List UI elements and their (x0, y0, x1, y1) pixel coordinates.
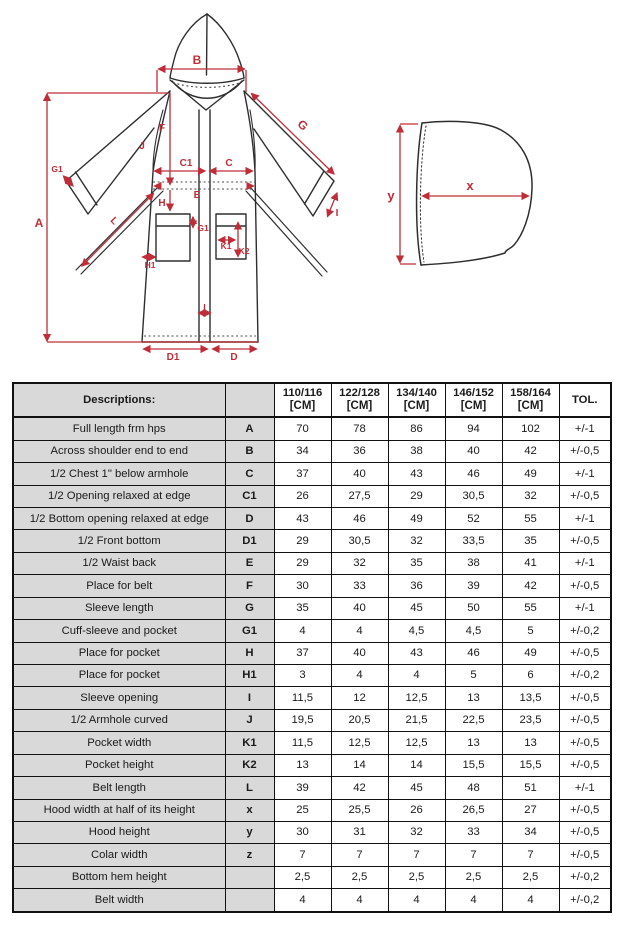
value-134-140: 7 (388, 844, 445, 866)
table-row (13, 777, 611, 799)
value-134-140: 86 (388, 417, 445, 440)
value-122-128: 42 (331, 777, 388, 799)
value-134-140: 12,5 (388, 732, 445, 754)
value-158-164: 2,5 (502, 866, 559, 888)
value-158-164: 34 (502, 821, 559, 843)
measurement-description: Pocket width (13, 732, 225, 754)
dim-label-C: C (225, 158, 233, 169)
measurement-letter: G (225, 597, 274, 619)
dim-label-J: J (139, 141, 145, 152)
value-146-152: 40 (445, 440, 502, 462)
value-146-152: 13 (445, 687, 502, 709)
measurement-letter (225, 889, 274, 912)
measurement-letter: F (225, 575, 274, 597)
dim-label-H: H (158, 198, 166, 209)
value-110-116: 4 (274, 889, 331, 912)
value-146-152: 15,5 (445, 754, 502, 776)
value-110-116: 37 (274, 642, 331, 664)
measurement-letter: x (225, 799, 274, 821)
tolerance-value: +/-1 (559, 777, 611, 799)
hood-outline-icon (417, 121, 532, 265)
dim-label-F: F (158, 123, 166, 134)
value-122-128: 31 (331, 821, 388, 843)
measurement-letter: C (225, 463, 274, 485)
value-134-140: 21,5 (388, 709, 445, 731)
value-134-140: 35 (388, 552, 445, 574)
tolerance-value: +/-1 (559, 417, 611, 440)
size-unit: [CM] (460, 399, 487, 412)
tolerance-value: +/-0,5 (559, 844, 611, 866)
value-146-152: 50 (445, 597, 502, 619)
value-134-140: 29 (388, 485, 445, 507)
value-122-128: 46 (331, 508, 388, 530)
value-122-128: 40 (331, 463, 388, 485)
table-row (13, 754, 611, 776)
measurement-letter: I (225, 687, 274, 709)
value-110-116: 11,5 (274, 687, 331, 709)
value-110-116: 26 (274, 485, 331, 507)
table-row (13, 620, 611, 642)
value-110-116: 3 (274, 664, 331, 686)
value-122-128: 12,5 (331, 732, 388, 754)
table-row (13, 440, 611, 462)
tolerance-value: +/-1 (559, 463, 611, 485)
size-column-header-4 (445, 383, 502, 417)
value-134-140: 4 (388, 664, 445, 686)
table-row (13, 821, 611, 843)
value-134-140: 14 (388, 754, 445, 776)
value-146-152: 48 (445, 777, 502, 799)
value-122-128: 7 (331, 844, 388, 866)
tolerance-value: +/-0,2 (559, 889, 611, 912)
table-row (13, 530, 611, 552)
measurement-description: 1/2 Bottom opening relaxed at edge (13, 508, 225, 530)
measurement-letter: D (225, 508, 274, 530)
value-158-164: 55 (502, 508, 559, 530)
measurement-description: 1/2 Chest 1" below armhole (13, 463, 225, 485)
value-146-152: 33 (445, 821, 502, 843)
value-146-152: 52 (445, 508, 502, 530)
value-110-116: 4 (274, 620, 331, 642)
dim-label-E: E (193, 190, 201, 201)
value-146-152: 39 (445, 575, 502, 597)
measurement-letter: A (225, 417, 274, 440)
size-label: 158/164 (510, 387, 551, 400)
table-row (13, 597, 611, 619)
size-table-header (13, 383, 611, 417)
value-122-128: 2,5 (331, 866, 388, 888)
descriptions-header: Descriptions: (13, 383, 225, 417)
value-110-116: 29 (274, 552, 331, 574)
value-134-140: 4 (388, 889, 445, 912)
value-134-140: 45 (388, 597, 445, 619)
table-row (13, 799, 611, 821)
size-label: 122/128 (339, 387, 380, 400)
size-label: 134/140 (396, 387, 437, 400)
tolerance-value: +/-0,2 (559, 620, 611, 642)
measurement-letter (225, 866, 274, 888)
table-row (13, 889, 611, 912)
dim-label-A: A (34, 216, 44, 230)
value-146-152: 2,5 (445, 866, 502, 888)
measurement-description: Sleeve opening (13, 687, 225, 709)
table-row (13, 664, 611, 686)
value-158-164: 42 (502, 575, 559, 597)
header-row (13, 383, 611, 417)
size-unit: [CM] (403, 399, 430, 412)
dim-label-G1-pocket: G1 (197, 223, 209, 233)
measurement-description: Place for pocket (13, 664, 225, 686)
value-134-140: 43 (388, 463, 445, 485)
size-table (12, 382, 612, 913)
measurement-letter: C1 (225, 485, 274, 507)
size-label: 146/152 (453, 387, 494, 400)
value-146-152: 5 (445, 664, 502, 686)
tolerance-value: +/-0,5 (559, 799, 611, 821)
measurement-description: Bottom hem height (13, 866, 225, 888)
value-146-152: 13 (445, 732, 502, 754)
value-110-116: 7 (274, 844, 331, 866)
value-134-140: 26 (388, 799, 445, 821)
size-column-header-3 (388, 383, 445, 417)
measurement-letter: H (225, 642, 274, 664)
measurement-letter: E (225, 552, 274, 574)
measurement-letter: J (225, 709, 274, 731)
tolerance-value: +/-0,5 (559, 530, 611, 552)
tolerance-value: +/-0,5 (559, 687, 611, 709)
value-146-152: 30,5 (445, 485, 502, 507)
value-122-128: 36 (331, 440, 388, 462)
dim-label-G1-cuff: G1 (51, 164, 63, 174)
value-158-164: 35 (502, 530, 559, 552)
measurement-description: Full length frm hps (13, 417, 225, 440)
table-row (13, 732, 611, 754)
measurement-description: 1/2 Front bottom (13, 530, 225, 552)
measurement-description: 1/2 Waist back (13, 552, 225, 574)
value-122-128: 25,5 (331, 799, 388, 821)
tolerance-value: +/-1 (559, 552, 611, 574)
value-158-164: 41 (502, 552, 559, 574)
size-table-section (12, 382, 610, 913)
dim-label-K2: K2 (238, 246, 250, 256)
tolerance-value: +/-0,5 (559, 821, 611, 843)
dim-label-L: L (107, 215, 120, 228)
value-110-116: 37 (274, 463, 331, 485)
dim-label-hood-y: y (387, 188, 395, 203)
value-110-116: 34 (274, 440, 331, 462)
value-122-128: 78 (331, 417, 388, 440)
value-110-116: 39 (274, 777, 331, 799)
value-158-164: 13 (502, 732, 559, 754)
measurement-diagram (0, 0, 620, 380)
value-110-116: 11,5 (274, 732, 331, 754)
measurement-letter: G1 (225, 620, 274, 642)
measurement-description: Hood width at half of its height (13, 799, 225, 821)
value-146-152: 22,5 (445, 709, 502, 731)
dim-label-D1: D1 (166, 352, 180, 363)
size-unit: [CM] (517, 399, 544, 412)
tolerance-value: +/-0,2 (559, 866, 611, 888)
value-158-164: 55 (502, 597, 559, 619)
measurement-letter: B (225, 440, 274, 462)
value-146-152: 38 (445, 552, 502, 574)
tolerance-value: +/-0,5 (559, 440, 611, 462)
table-row (13, 463, 611, 485)
measurement-letter: H1 (225, 664, 274, 686)
value-110-116: 30 (274, 575, 331, 597)
value-134-140: 43 (388, 642, 445, 664)
value-110-116: 29 (274, 530, 331, 552)
measurement-description: 1/2 Armhole curved (13, 709, 225, 731)
letter-header (225, 383, 274, 417)
value-110-116: 25 (274, 799, 331, 821)
table-row (13, 844, 611, 866)
measurement-description: Place for belt (13, 575, 225, 597)
dim-label-K1: K1 (220, 241, 232, 251)
table-row (13, 485, 611, 507)
tolerance-value: +/-0,5 (559, 709, 611, 731)
value-122-128: 40 (331, 642, 388, 664)
value-158-164: 49 (502, 642, 559, 664)
value-158-164: 15,5 (502, 754, 559, 776)
table-row (13, 552, 611, 574)
measurement-description: Sleeve length (13, 597, 225, 619)
value-146-152: 46 (445, 642, 502, 664)
table-row (13, 687, 611, 709)
measurement-letter: y (225, 821, 274, 843)
value-134-140: 12,5 (388, 687, 445, 709)
table-row (13, 417, 611, 440)
value-134-140: 32 (388, 821, 445, 843)
value-122-128: 12 (331, 687, 388, 709)
measurement-letter: z (225, 844, 274, 866)
value-134-140: 38 (388, 440, 445, 462)
size-table-body (13, 417, 611, 912)
value-158-164: 7 (502, 844, 559, 866)
measurement-description: Belt width (13, 889, 225, 912)
value-146-152: 94 (445, 417, 502, 440)
dim-label-H1: H1 (144, 260, 156, 270)
value-158-164: 32 (502, 485, 559, 507)
value-122-128: 14 (331, 754, 388, 776)
value-122-128: 4 (331, 889, 388, 912)
size-column-header-2 (331, 383, 388, 417)
value-122-128: 20,5 (331, 709, 388, 731)
tolerance-value: +/-0,2 (559, 664, 611, 686)
tolerance-value: +/-0,5 (559, 575, 611, 597)
size-unit: [CM] (289, 399, 316, 412)
value-146-152: 33,5 (445, 530, 502, 552)
size-column-header-1 (274, 383, 331, 417)
measurement-description: Belt length (13, 777, 225, 799)
tolerance-value: +/-0,5 (559, 732, 611, 754)
size-label: 110/116 (282, 387, 323, 400)
value-158-164: 13,5 (502, 687, 559, 709)
value-134-140: 2,5 (388, 866, 445, 888)
robe-measurement-drawing (0, 0, 620, 378)
table-row (13, 642, 611, 664)
value-110-116: 35 (274, 597, 331, 619)
value-110-116: 70 (274, 417, 331, 440)
measurement-description: 1/2 Opening relaxed at edge (13, 485, 225, 507)
tolerance-value: +/-0,5 (559, 642, 611, 664)
value-110-116: 19,5 (274, 709, 331, 731)
value-110-116: 43 (274, 508, 331, 530)
measurement-description: Place for pocket (13, 642, 225, 664)
value-158-164: 6 (502, 664, 559, 686)
value-146-152: 4,5 (445, 620, 502, 642)
table-row (13, 575, 611, 597)
value-158-164: 51 (502, 777, 559, 799)
value-134-140: 4,5 (388, 620, 445, 642)
dim-label-B: B (192, 53, 202, 67)
size-unit: [CM] (346, 399, 373, 412)
tolerance-header: TOL. (559, 383, 611, 417)
dim-label-D: D (230, 352, 238, 363)
tolerance-value: +/-1 (559, 508, 611, 530)
tolerance-value: +/-1 (559, 597, 611, 619)
value-158-164: 5 (502, 620, 559, 642)
dim-label-C1: C1 (179, 158, 193, 169)
value-110-116: 2,5 (274, 866, 331, 888)
value-158-164: 42 (502, 440, 559, 462)
value-134-140: 49 (388, 508, 445, 530)
value-110-116: 30 (274, 821, 331, 843)
value-158-164: 23,5 (502, 709, 559, 731)
measurement-description: Colar width (13, 844, 225, 866)
value-134-140: 32 (388, 530, 445, 552)
value-158-164: 102 (502, 417, 559, 440)
dim-label-I: I (335, 208, 339, 219)
value-134-140: 36 (388, 575, 445, 597)
value-110-116: 13 (274, 754, 331, 776)
value-122-128: 30,5 (331, 530, 388, 552)
value-134-140: 45 (388, 777, 445, 799)
dim-label-G: G (294, 116, 311, 134)
value-146-152: 46 (445, 463, 502, 485)
value-122-128: 27,5 (331, 485, 388, 507)
value-158-164: 4 (502, 889, 559, 912)
dimension-lines (47, 69, 529, 349)
measurement-description: Cuff-sleeve and pocket (13, 620, 225, 642)
measurement-description: Across shoulder end to end (13, 440, 225, 462)
value-122-128: 32 (331, 552, 388, 574)
size-column-header-5 (502, 383, 559, 417)
value-158-164: 27 (502, 799, 559, 821)
table-row (13, 709, 611, 731)
measurement-letter: K1 (225, 732, 274, 754)
value-122-128: 4 (331, 620, 388, 642)
tolerance-value: +/-0,5 (559, 485, 611, 507)
measurement-letter: D1 (225, 530, 274, 552)
value-146-152: 26,5 (445, 799, 502, 821)
value-158-164: 49 (502, 463, 559, 485)
dim-label-hood-x: x (466, 178, 474, 193)
table-row (13, 866, 611, 888)
measurement-description: Pocket height (13, 754, 225, 776)
measurement-letter: L (225, 777, 274, 799)
value-122-128: 33 (331, 575, 388, 597)
value-146-152: 4 (445, 889, 502, 912)
measurement-letter: K2 (225, 754, 274, 776)
table-row (13, 508, 611, 530)
value-122-128: 4 (331, 664, 388, 686)
value-146-152: 7 (445, 844, 502, 866)
stitch-lines-icon (144, 83, 256, 337)
tolerance-value: +/-0,5 (559, 754, 611, 776)
value-122-128: 40 (331, 597, 388, 619)
measurement-description: Hood height (13, 821, 225, 843)
